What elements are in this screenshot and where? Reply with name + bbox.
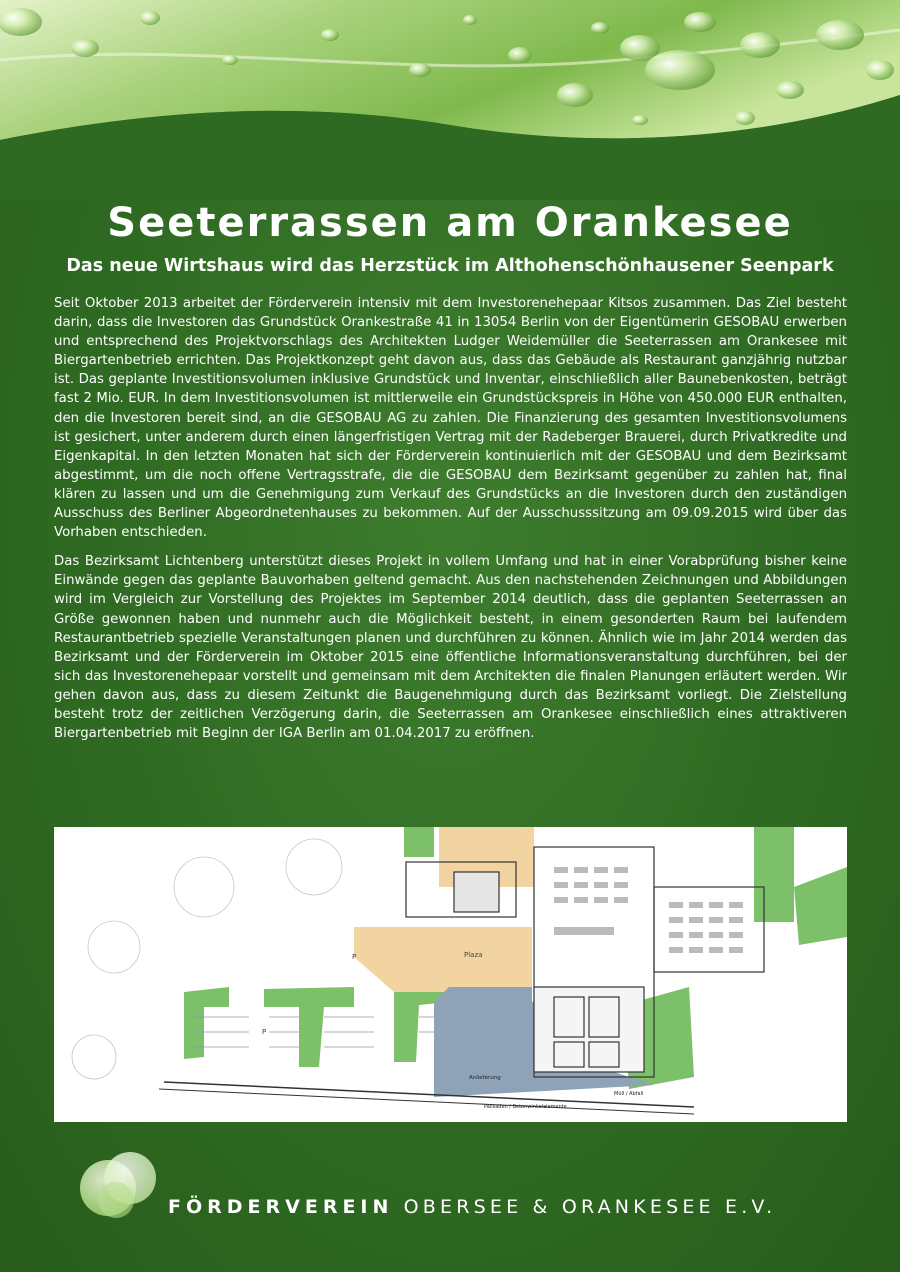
leaf-droplets-banner [0,0,900,200]
site-plan-drawing [54,827,847,1122]
paragraph: Seit Oktober 2013 arbeitet der Förderverein intensiv mit dem Investorenehepaar Kitsos zusammen. Das Ziel besteht darin, dass die Investoren das Grundstück Orankestraße 41 in 13054 Berlin von der Eigentümerin GESOBAU erwerben und entsprechend des Projektvorschlags des Architekten Ludger Weidemüller die Seeterrassen am Orankesee mit Biergartenbetrieb errichten. Das Projektkonzept geht davon aus, dass das Gebäude als Restaurant ganzjährig nutzbar ist. Das geplante Investitionsvolumen inklusive Grundstück und Inventar, einschließlich aller Baunebenkosten, beträgt fast 2 Mio. EUR. In dem Investitionsvolumen ist mittlerweile ein Grundstückspreis in Höhe von 450.000 EUR enthalten, den die Investoren bereit sind, an die GESOBAU AG zu zahlen. Die Finanzierung des gesamten Investitionsvolumens ist gesichert, unter anderem durch einen längerfristigen Vertrag mit der Radeberger Brauerei, durch Privatkredite und Eigenkapital. In den letzten Monaten hat sich der Förderverein kontinuierlich mit der GESOBAU und dem Bezirksamt abgestimmt, um die noch offene Vertragsstrafe, die die GESOBAU dem Bezirksamt gegenüber zu zahlen hat, final klären zu lassen und um die Genehmigung zum Verkauf des Grundstücks an die Investoren durch den zuständigen Ausschuss des Berliner Abgeordnetenhauses zu bekommen. Auf der Ausschusssitzung am 09.09.2015 wird über das Vorhaben entschieden. [54,296,847,541]
plan-label-delivery: Anlieferung [469,1075,501,1081]
association-name [168,1196,776,1218]
article-body [54,294,847,753]
plan-label-waste: Müll / Abfall [614,1091,644,1097]
association-name-strong: FÖRDERVEREIN [168,1196,394,1218]
plan-label-parking: P [352,953,357,961]
association-name-rest: OBERSEE & ORANKESEE E.V. [403,1196,777,1218]
paragraph: Das Bezirksamt Lichtenberg unterstützt dieses Projekt in vollem Umfang und hat in einer Vorabprüfung bisher keine Einwände gegen das geplante Bauvorhaben geltend gemacht. Aus den nachstehenden Zeichnungen und Abbildungen wird im Vergleich zur Vorstellung des Projektes im September 2014 deutlich, dass die geplanten Seeterrassen an Größe gewonnen haben und nunmehr auch die Möglichkeit besteht, in einem gesonderten Raum bei laufendem Restaurantbetrieb spezielle Veranstaltungen planen und durchführen zu können. Ähnlich wie im Jahr 2014 werden das Bezirksamt und der Förderverein im Oktober 2015 eine öffentliche Informationsveranstaltung durchführen, bei der sich das Investorenehepaar vorstellt und gemeinsam mit dem Architekten die finalen Planungen erläutert werden. Wir gehen davon aus, dass zu diesem Zeitunkt die Baugenehmigung durch das Bezirksamt vorliegt. Die Zielstellung besteht trotz der zeitlichen Verzögerung darin, die Seeterrassen am Orankesee einschließlich eines attraktiveren Biergartenbetrieb mit Beginn der IGA Berlin am 01.04.2017 zu eröffnen. [54,554,847,742]
plan-label-fence: Palisaden / Betonwinkelelemente [484,1104,567,1110]
plan-label-plaza: Plaza [464,951,483,959]
page-subtitle: Das neue Wirtshaus wird das Herzstück im Althohenschönhausener Seenpark [66,256,834,276]
association-logo [76,1148,160,1222]
page-title: Seeterrassen am Orankesee [107,200,793,246]
plan-label-parking: P [262,1028,267,1036]
